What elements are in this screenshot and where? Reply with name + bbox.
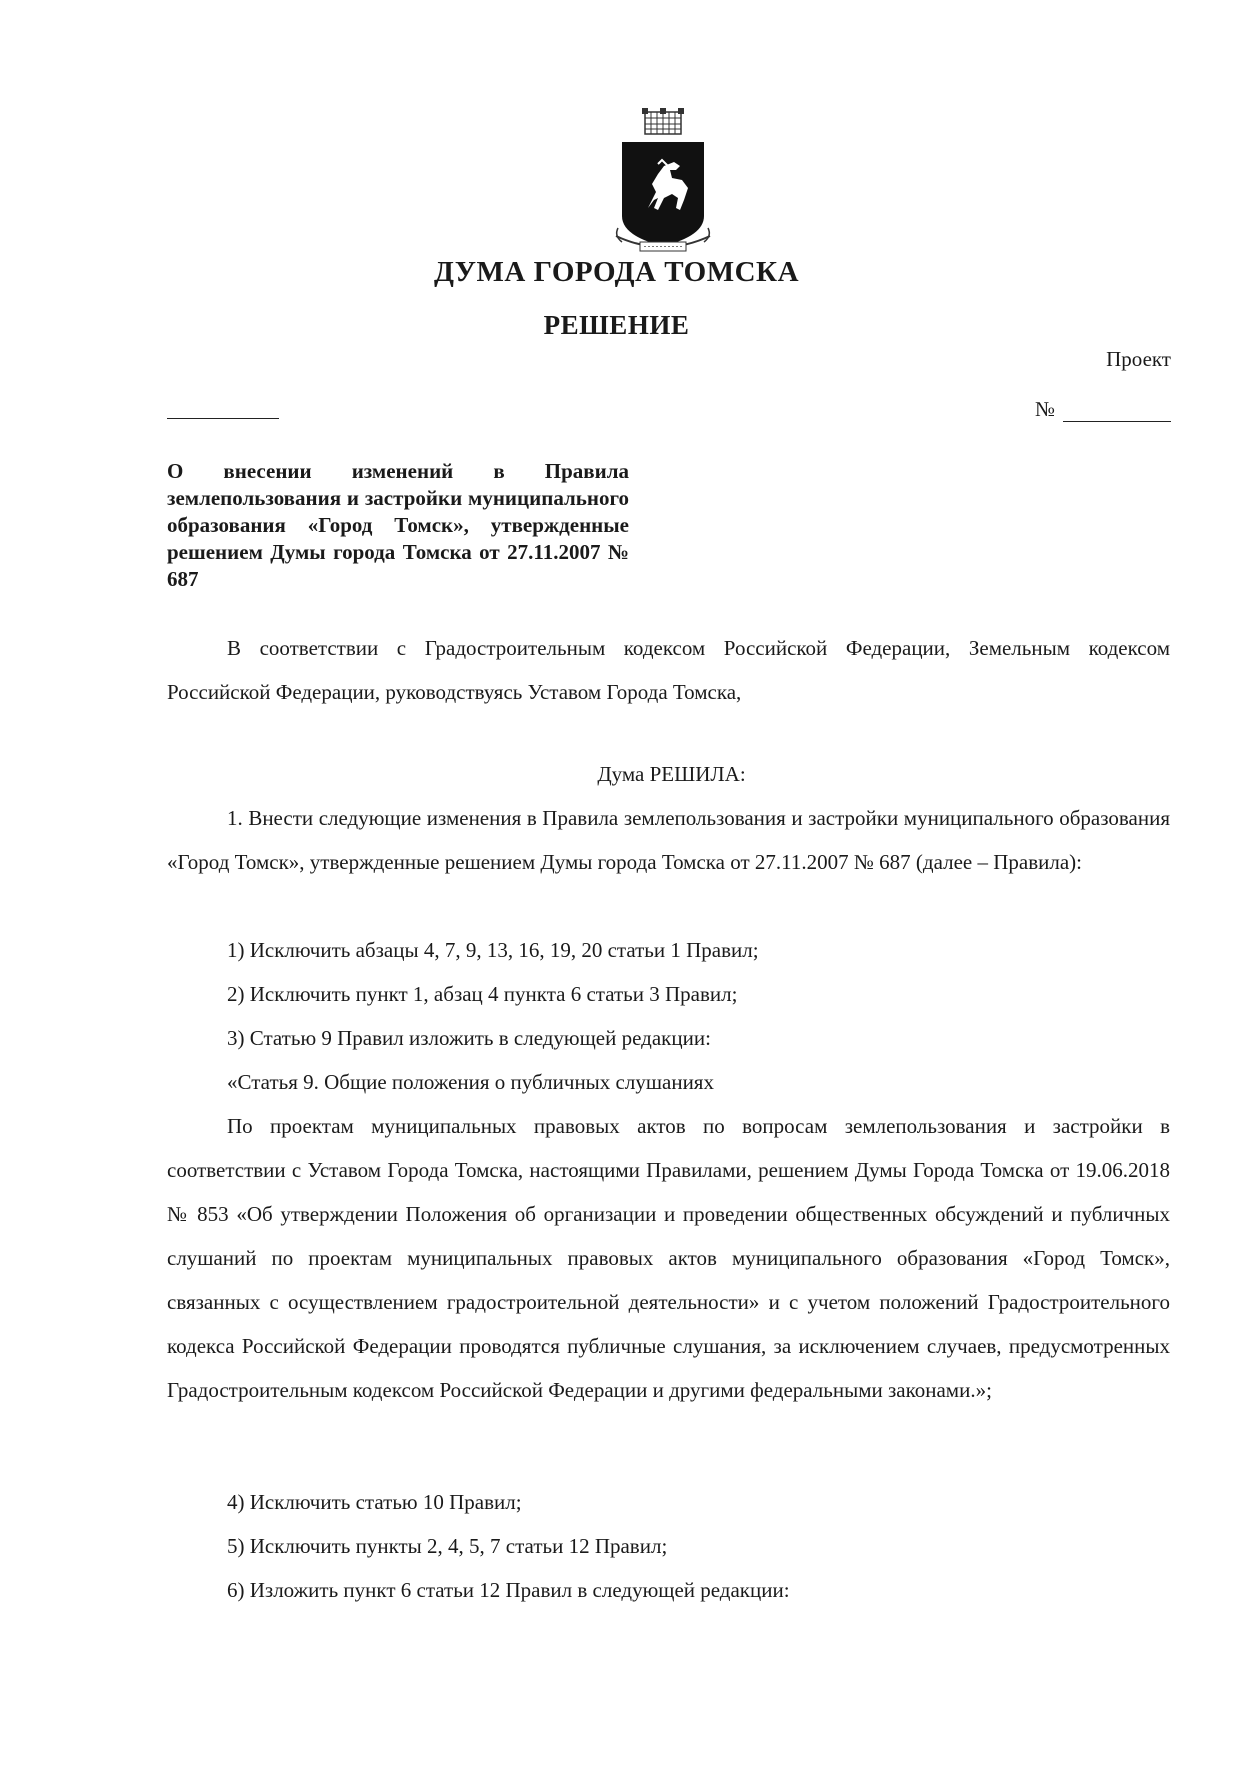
list-item: 1) Исключить абзацы 4, 7, 9, 13, 16, 19, 20 статьи 1 Правил; xyxy=(227,938,759,962)
decision-subject: О внесении изменений в Правила землепользования и застройки муниципального образования «Город Томск», утвержденные решением Думы города Томска от 27.11.2007 № 687 xyxy=(167,459,629,591)
article-9-heading: «Статья 9. Общие положения о публичных слушаниях xyxy=(227,1070,714,1094)
document-type-title: РЕШЕНИЕ xyxy=(543,310,690,340)
council-name: ДУМА ГОРОДА ТОМСКА xyxy=(433,256,800,288)
preamble-paragraph: В соответствии с Градостроительным кодексом Российской Федерации, Земельным кодексом Российской Федерации, руководствуясь Уставом Города Томска, xyxy=(167,636,1170,704)
article-9-paragraph: По проектам муниципальных правовых актов по вопросам землепользования и застройки в соответствии с Уставом Города Томска, настоящими Правилами, решением Думы Города Томска от 19.06.2018 № 853 «Об утверждении Положения об организации и проведении общественных обсуждений и публичных слушаний по проектам муниципальных правовых актов муниципального образования «Город Томск», связанных с осуществлением градостроительной деятельности» и с учетом положений Градостроительного кодекса Российской Федерации проводятся публичные слушания, за исключением случаев, предусмотренных Градостроительным кодексом Российской Федерации и другими федеральными законами.»; xyxy=(167,1114,1170,1402)
resolved-heading: Дума РЕШИЛА: xyxy=(597,762,746,786)
list-item: 4) Исключить статью 10 Правил; xyxy=(227,1490,522,1514)
date-blank-line xyxy=(167,418,279,419)
list-item: 6) Изложить пункт 6 статьи 12 Правил в следующей редакции: xyxy=(227,1578,790,1602)
number-block xyxy=(1035,397,1171,422)
list-item: 2) Исключить пункт 1, абзац 4 пункта 6 статьи 3 Правил; xyxy=(227,982,738,1006)
clause-1-paragraph: 1. Внести следующие изменения в Правила землепользования и застройки муниципального образования «Город Томск», утвержденные решением Думы города Томска от 27.11.2007 № 687 (далее – Правила): xyxy=(167,806,1170,874)
tomsk-coat-of-arms-icon xyxy=(612,108,714,258)
list-item: 3) Статью 9 Правил изложить в следующей редакции: xyxy=(227,1026,711,1050)
number-blank-line xyxy=(1063,401,1171,422)
list-item: 5) Исключить пункты 2, 4, 5, 7 статьи 12 Правил; xyxy=(227,1534,668,1558)
number-label: № xyxy=(1034,397,1055,421)
draft-label: Проект xyxy=(1106,347,1171,371)
